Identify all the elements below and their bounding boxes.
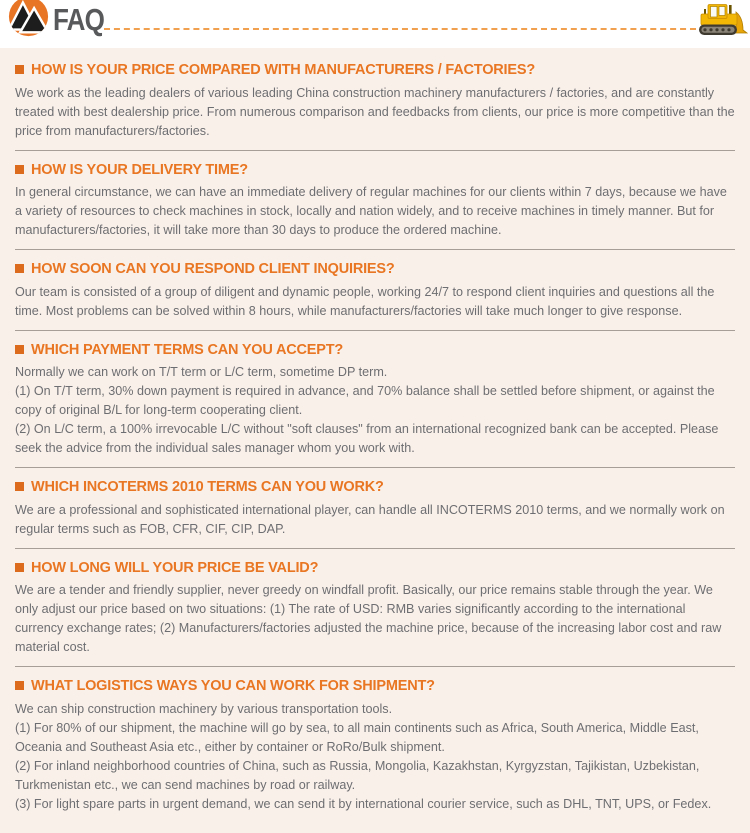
faq-section (15, 667, 735, 823)
faq-section (15, 250, 735, 331)
faq-answer (15, 700, 735, 814)
square-bullet-icon (15, 563, 24, 572)
faq-answer-paragraph: Our team is consisted of a group of diligent and dynamic people, working 24/7 to respond client inquiries and questions all the time. Most problems can be solved within 8 hours, while manufacturers/factories will take much longer to give response. (15, 284, 715, 318)
faq-section (15, 331, 735, 469)
faq-answer (15, 501, 735, 539)
page-title: FAQ (53, 2, 105, 37)
square-bullet-icon (15, 681, 24, 690)
faq-answer (15, 183, 735, 240)
faq-answer (15, 283, 735, 321)
square-bullet-icon (15, 264, 24, 273)
faq-question (15, 560, 735, 576)
faq-list (15, 51, 735, 823)
faq-question-text: HOW SOON CAN YOU RESPOND CLIENT INQUIRIES? (31, 261, 395, 277)
faq-answer (15, 581, 735, 657)
faq-question (15, 62, 735, 78)
faq-answer-paragraph: (1) On T/T term, 30% down payment is required in advance, and 70% balance shall be settled before shipment, or against the copy of original B/L for long-term cooperating client. (15, 384, 715, 417)
faq-answer (15, 84, 735, 141)
faq-section (15, 51, 735, 151)
square-bullet-icon (15, 165, 24, 174)
faq-section (15, 468, 735, 549)
faq-question (15, 342, 735, 358)
faq-answer-paragraph: In general circumstance, we can have an immediate delivery of regular machines for our clients within 7 days, because we have a variety of resources to check machines in stock, locally and nation widely, and to receive machines in timely manner. But for manufacturers/factories, it will take more than 30 days to produce the ordered machine. (15, 185, 727, 237)
faq-answer-paragraph: (2) On L/C term, a 100% irrevocable L/C without "soft clauses" from an international recognized bank can be accepted. Please seek the advice from the individual sales manager whom you work with. (15, 422, 719, 455)
faq-question-text: HOW IS YOUR DELIVERY TIME? (31, 161, 248, 178)
faq-question-text: HOW IS YOUR PRICE COMPARED WITH MANUFACTURERS / FACTORIES? (31, 62, 535, 78)
faq-question-text: WHAT LOGISTICS WAYS YOU CAN WORK FOR SHIPMENT? (31, 678, 435, 694)
faq-answer-paragraph: (1) For 80% of our shipment, the machine will go by sea, to all main continents such as Africa, South America, Middle East, Oceania and Southeast Asia etc., either by container or RoRo/Bulk shipment. (15, 720, 699, 754)
dashed-divider (104, 28, 696, 30)
faq-question (15, 162, 735, 178)
faq-question-text: WHICH PAYMENT TERMS CAN YOU ACCEPT? (31, 341, 344, 358)
square-bullet-icon (15, 65, 24, 74)
faq-answer-paragraph: Normally we can work on T/T term or L/C term, sometime DP term. (15, 365, 388, 379)
bulldozer-icon (692, 3, 748, 35)
faq-answer (15, 363, 735, 458)
faq-question (15, 261, 735, 277)
faq-answer-paragraph: (3) For light spare parts in urgent demand, we can send it by international courier service, such as DHL, TNT, UPS, or Fedex. (15, 796, 712, 811)
faq-question (15, 479, 735, 495)
faq-answer-paragraph: We can ship construction machinery by various transportation tools. (15, 701, 393, 716)
faq-question-text: HOW LONG WILL YOUR PRICE BE VALID? (31, 559, 319, 576)
faq-section (15, 151, 735, 251)
faq-question (15, 678, 735, 694)
faq-content (0, 48, 750, 833)
faq-section (15, 549, 735, 668)
faq-answer-paragraph: (2) For inland neighborhood countries of China, such as Russia, Mongolia, Kazakhstan, Kyrgyzstan, Tajikistan, Uzbekistan, Turkmenistan etc., we can send machines by road or railway. (15, 758, 700, 792)
page-header (0, 0, 750, 48)
faq-answer-paragraph: We are a professional and sophisticated international player, can handle all INCOTERMS 2010 terms, and we normally work on regular terms such as FOB, CFR, CIF, CIP, DAP. (15, 502, 725, 536)
square-bullet-icon (15, 482, 24, 491)
faq-question-text: WHICH INCOTERMS 2010 TERMS CAN YOU WORK? (31, 479, 384, 495)
mountain-logo-icon (8, 0, 49, 37)
faq-answer-paragraph: We work as the leading dealers of various leading China construction machinery manufacturers / factories, and are constantly treated with best dealership price. From numerous comparison and feedbacks from clients, our price is more competitive than the price from manufacturers/factories. (15, 85, 735, 138)
square-bullet-icon (15, 345, 24, 354)
faq-answer-paragraph: We are a tender and friendly supplier, never greedy on windfall profit. Basically, our price remains stable through the year. We only adjust our price based on two situations: (1) The rate of USD: RMB varies significantly according to the international currency exchange rates; (2) Manufacturers/factories adjusted the machine price, because of the increasing labor cost and raw material cost. (15, 583, 722, 654)
